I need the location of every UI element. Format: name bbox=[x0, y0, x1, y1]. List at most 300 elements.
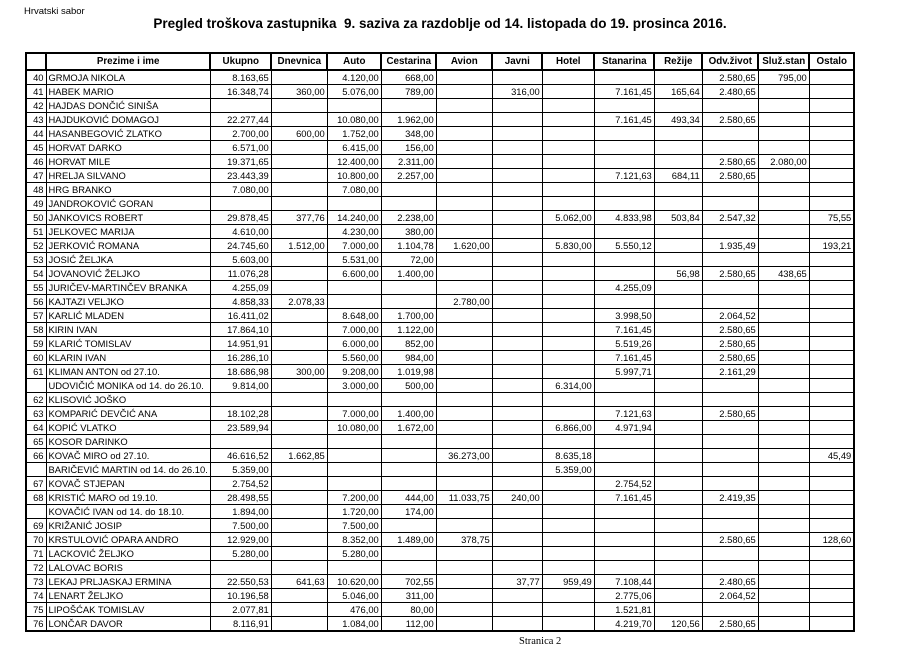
amount-cell bbox=[758, 589, 809, 603]
amount-cell: 5.560,00 bbox=[327, 351, 381, 365]
row-number: 62 bbox=[26, 393, 46, 407]
amount-cell bbox=[492, 505, 542, 519]
member-name: JANKOVICS ROBERT bbox=[46, 211, 210, 225]
amount-cell: 7.161,45 bbox=[594, 351, 654, 365]
column-header-1: Prezime i ime bbox=[46, 53, 210, 70]
amount-cell bbox=[809, 393, 854, 407]
amount-cell: 10.080,00 bbox=[327, 113, 381, 127]
row-number: 68 bbox=[26, 491, 46, 505]
row-number: 73 bbox=[26, 575, 46, 589]
amount-cell bbox=[594, 393, 654, 407]
amount-cell: 1.512,00 bbox=[271, 239, 327, 253]
row-number: 55 bbox=[26, 281, 46, 295]
amount-cell bbox=[702, 197, 758, 211]
amount-cell: 503,84 bbox=[654, 211, 702, 225]
amount-cell bbox=[809, 575, 854, 589]
amount-cell bbox=[758, 295, 809, 309]
amount-cell bbox=[327, 449, 381, 463]
amount-cell bbox=[542, 505, 594, 519]
amount-cell bbox=[271, 169, 327, 183]
table-row bbox=[26, 365, 854, 379]
amount-cell bbox=[758, 617, 809, 632]
amount-cell: 2.580,65 bbox=[702, 155, 758, 169]
table-row bbox=[26, 225, 854, 239]
row-number: 41 bbox=[26, 85, 46, 99]
amount-cell: 852,00 bbox=[381, 337, 436, 351]
amount-cell bbox=[492, 365, 542, 379]
amount-cell bbox=[210, 393, 271, 407]
amount-cell: 4.230,00 bbox=[327, 225, 381, 239]
amount-cell bbox=[758, 407, 809, 421]
amount-cell bbox=[758, 99, 809, 113]
amount-cell bbox=[492, 239, 542, 253]
amount-cell: 4.610,00 bbox=[210, 225, 271, 239]
amount-cell: 8.635,18 bbox=[542, 449, 594, 463]
amount-cell: 5.046,00 bbox=[327, 589, 381, 603]
row-number: 51 bbox=[26, 225, 46, 239]
amount-cell: 14.951,91 bbox=[210, 337, 271, 351]
amount-cell bbox=[758, 561, 809, 575]
table-row bbox=[26, 477, 854, 491]
amount-cell: 378,75 bbox=[436, 533, 492, 547]
amount-cell: 16.286,10 bbox=[210, 351, 271, 365]
amount-cell: 7.000,00 bbox=[327, 239, 381, 253]
amount-cell bbox=[271, 407, 327, 421]
amount-cell bbox=[758, 491, 809, 505]
amount-cell bbox=[492, 617, 542, 632]
table-row bbox=[26, 267, 854, 281]
amount-cell bbox=[654, 239, 702, 253]
amount-cell bbox=[492, 477, 542, 491]
amount-cell: 45,49 bbox=[809, 449, 854, 463]
amount-cell: 8.352,00 bbox=[327, 533, 381, 547]
amount-cell: 600,00 bbox=[271, 127, 327, 141]
amount-cell bbox=[271, 421, 327, 435]
amount-cell bbox=[542, 253, 594, 267]
amount-cell bbox=[542, 155, 594, 169]
amount-cell: 75,55 bbox=[809, 211, 854, 225]
amount-cell bbox=[492, 379, 542, 393]
table-row bbox=[26, 351, 854, 365]
amount-cell bbox=[492, 113, 542, 127]
amount-cell bbox=[492, 281, 542, 295]
amount-cell bbox=[809, 141, 854, 155]
amount-cell bbox=[702, 183, 758, 197]
table-row bbox=[26, 141, 854, 155]
amount-cell bbox=[492, 155, 542, 169]
amount-cell: 2.580,65 bbox=[702, 113, 758, 127]
amount-cell bbox=[271, 337, 327, 351]
amount-cell: 311,00 bbox=[381, 589, 436, 603]
table-row bbox=[26, 379, 854, 393]
amount-cell bbox=[654, 295, 702, 309]
amount-cell bbox=[594, 561, 654, 575]
amount-cell: 5.076,00 bbox=[327, 85, 381, 99]
amount-cell bbox=[702, 505, 758, 519]
amount-cell bbox=[542, 183, 594, 197]
amount-cell: 5.531,00 bbox=[327, 253, 381, 267]
amount-cell: 6.866,00 bbox=[542, 421, 594, 435]
amount-cell: 1.521,81 bbox=[594, 603, 654, 617]
table-row bbox=[26, 323, 854, 337]
amount-cell bbox=[436, 547, 492, 561]
amount-cell: 10.800,00 bbox=[327, 169, 381, 183]
row-number: 70 bbox=[26, 533, 46, 547]
row-number: 50 bbox=[26, 211, 46, 225]
amount-cell bbox=[271, 197, 327, 211]
table-row bbox=[26, 309, 854, 323]
amount-cell bbox=[271, 505, 327, 519]
amount-cell bbox=[271, 379, 327, 393]
amount-cell bbox=[758, 211, 809, 225]
row-number: 46 bbox=[26, 155, 46, 169]
amount-cell bbox=[542, 113, 594, 127]
amount-cell: 1.400,00 bbox=[381, 267, 436, 281]
amount-cell bbox=[492, 211, 542, 225]
row-number: 66 bbox=[26, 449, 46, 463]
member-name: HAJDAS DONČIĆ SINIŠA bbox=[46, 99, 210, 113]
amount-cell: 5.603,00 bbox=[210, 253, 271, 267]
amount-cell bbox=[542, 561, 594, 575]
column-header-empty bbox=[26, 53, 46, 70]
amount-cell bbox=[492, 127, 542, 141]
row-number: 56 bbox=[26, 295, 46, 309]
column-header-2: Ukupno bbox=[210, 53, 271, 70]
column-header-11: Odv.život bbox=[702, 53, 758, 70]
amount-cell: 5.997,71 bbox=[594, 365, 654, 379]
amount-cell: 348,00 bbox=[381, 127, 436, 141]
row-number: 49 bbox=[26, 197, 46, 211]
member-name: KOMPARIĆ DEVČIĆ ANA bbox=[46, 407, 210, 421]
amount-cell bbox=[436, 589, 492, 603]
amount-cell: 300,00 bbox=[271, 365, 327, 379]
amount-cell: 7.161,45 bbox=[594, 85, 654, 99]
amount-cell bbox=[542, 141, 594, 155]
row-number: 53 bbox=[26, 253, 46, 267]
amount-cell bbox=[492, 519, 542, 533]
amount-cell: 4.833,98 bbox=[594, 211, 654, 225]
amount-cell bbox=[436, 407, 492, 421]
column-header-8: Hotel bbox=[542, 53, 594, 70]
amount-cell bbox=[436, 183, 492, 197]
amount-cell bbox=[492, 295, 542, 309]
amount-cell bbox=[594, 533, 654, 547]
amount-cell bbox=[381, 197, 436, 211]
amount-cell bbox=[654, 393, 702, 407]
amount-cell: 5.550,12 bbox=[594, 239, 654, 253]
amount-cell bbox=[594, 295, 654, 309]
member-name: KLARIĆ TOMISLAV bbox=[46, 337, 210, 351]
amount-cell bbox=[809, 113, 854, 127]
amount-cell bbox=[809, 491, 854, 505]
amount-cell: 3.998,50 bbox=[594, 309, 654, 323]
amount-cell: 2.580,65 bbox=[702, 617, 758, 632]
amount-cell bbox=[758, 281, 809, 295]
amount-cell bbox=[271, 561, 327, 575]
member-name: HORVAT DARKO bbox=[46, 141, 210, 155]
table-row bbox=[26, 197, 854, 211]
table-row bbox=[26, 70, 854, 85]
amount-cell bbox=[436, 617, 492, 632]
member-name: JOSIĆ ŽELJKA bbox=[46, 253, 210, 267]
amount-cell: 19.371,65 bbox=[210, 155, 271, 169]
column-header-12: Služ.stan bbox=[758, 53, 809, 70]
member-name: KOPIĆ VLATKO bbox=[46, 421, 210, 435]
amount-cell bbox=[542, 365, 594, 379]
amount-cell bbox=[594, 127, 654, 141]
amount-cell: 120,56 bbox=[654, 617, 702, 632]
amount-cell: 16.348,74 bbox=[210, 85, 271, 99]
amount-cell bbox=[809, 365, 854, 379]
amount-cell: 7.000,00 bbox=[327, 407, 381, 421]
member-name: LALOVAC BORIS bbox=[46, 561, 210, 575]
amount-cell: 72,00 bbox=[381, 253, 436, 267]
amount-cell bbox=[809, 267, 854, 281]
table-row bbox=[26, 617, 854, 632]
amount-cell bbox=[436, 113, 492, 127]
amount-cell: 2.780,00 bbox=[436, 295, 492, 309]
amount-cell bbox=[436, 141, 492, 155]
amount-cell bbox=[702, 281, 758, 295]
amount-cell bbox=[542, 309, 594, 323]
column-header-10: Režije bbox=[654, 53, 702, 70]
amount-cell bbox=[542, 127, 594, 141]
amount-cell bbox=[492, 393, 542, 407]
amount-cell bbox=[271, 589, 327, 603]
amount-cell bbox=[809, 70, 854, 85]
amount-cell bbox=[654, 323, 702, 337]
amount-cell: 7.108,44 bbox=[594, 575, 654, 589]
amount-cell: 2.775,06 bbox=[594, 589, 654, 603]
column-header-7: Javni bbox=[492, 53, 542, 70]
amount-cell bbox=[381, 519, 436, 533]
amount-cell: 6.600,00 bbox=[327, 267, 381, 281]
row-number: 45 bbox=[26, 141, 46, 155]
amount-cell bbox=[327, 281, 381, 295]
amount-cell: 5.280,00 bbox=[210, 547, 271, 561]
column-header-6: Avion bbox=[436, 53, 492, 70]
amount-cell bbox=[594, 505, 654, 519]
amount-cell: 1.935,49 bbox=[702, 239, 758, 253]
amount-cell bbox=[436, 70, 492, 85]
amount-cell bbox=[271, 253, 327, 267]
amount-cell: 9.208,00 bbox=[327, 365, 381, 379]
amount-cell: 12.400,00 bbox=[327, 155, 381, 169]
amount-cell: 2.311,00 bbox=[381, 155, 436, 169]
amount-cell bbox=[542, 547, 594, 561]
amount-cell: 3.000,00 bbox=[327, 379, 381, 393]
amount-cell bbox=[758, 533, 809, 547]
amount-cell bbox=[436, 337, 492, 351]
row-number: 43 bbox=[26, 113, 46, 127]
amount-cell bbox=[654, 575, 702, 589]
amount-cell: 1.962,00 bbox=[381, 113, 436, 127]
member-name: LIPOŠĆAK TOMISLAV bbox=[46, 603, 210, 617]
amount-cell bbox=[436, 435, 492, 449]
member-name: HRG BRANKO bbox=[46, 183, 210, 197]
amount-cell bbox=[702, 547, 758, 561]
amount-cell bbox=[542, 99, 594, 113]
row-number: 42 bbox=[26, 99, 46, 113]
amount-cell bbox=[271, 435, 327, 449]
amount-cell bbox=[327, 99, 381, 113]
row-number: 61 bbox=[26, 365, 46, 379]
row-number: 52 bbox=[26, 239, 46, 253]
amount-cell bbox=[210, 197, 271, 211]
amount-cell bbox=[654, 127, 702, 141]
amount-cell bbox=[436, 393, 492, 407]
amount-cell bbox=[809, 337, 854, 351]
amount-cell bbox=[271, 533, 327, 547]
table-row bbox=[26, 589, 854, 603]
amount-cell bbox=[542, 267, 594, 281]
amount-cell: 2.700,00 bbox=[210, 127, 271, 141]
page-number: Stranica 2 bbox=[519, 636, 562, 647]
amount-cell bbox=[702, 421, 758, 435]
amount-cell: 1.720,00 bbox=[327, 505, 381, 519]
amount-cell bbox=[594, 379, 654, 393]
amount-cell bbox=[809, 309, 854, 323]
amount-cell: 476,00 bbox=[327, 603, 381, 617]
amount-cell bbox=[702, 99, 758, 113]
member-name: KOSOR DARINKO bbox=[46, 435, 210, 449]
amount-cell bbox=[436, 267, 492, 281]
amount-cell bbox=[542, 281, 594, 295]
amount-cell bbox=[271, 617, 327, 632]
table-row bbox=[26, 519, 854, 533]
member-name: KARLIĆ MLADEN bbox=[46, 309, 210, 323]
amount-cell bbox=[271, 70, 327, 85]
table-row bbox=[26, 407, 854, 421]
amount-cell: 18.102,28 bbox=[210, 407, 271, 421]
amount-cell: 7.161,45 bbox=[594, 491, 654, 505]
amount-cell bbox=[542, 351, 594, 365]
row-number bbox=[26, 463, 46, 477]
amount-cell bbox=[654, 561, 702, 575]
amount-cell bbox=[542, 85, 594, 99]
amount-cell: 24.745,60 bbox=[210, 239, 271, 253]
amount-cell bbox=[492, 449, 542, 463]
amount-cell bbox=[594, 547, 654, 561]
amount-cell bbox=[702, 519, 758, 533]
amount-cell bbox=[654, 547, 702, 561]
amount-cell: 22.550,53 bbox=[210, 575, 271, 589]
amount-cell bbox=[654, 533, 702, 547]
amount-cell bbox=[436, 127, 492, 141]
amount-cell bbox=[758, 337, 809, 351]
amount-cell bbox=[436, 421, 492, 435]
amount-cell bbox=[542, 337, 594, 351]
amount-cell: 795,00 bbox=[758, 70, 809, 85]
amount-cell: 7.500,00 bbox=[327, 519, 381, 533]
amount-cell bbox=[436, 225, 492, 239]
amount-cell bbox=[542, 70, 594, 85]
amount-cell bbox=[492, 323, 542, 337]
amount-cell: 5.280,00 bbox=[327, 547, 381, 561]
amount-cell: 641,63 bbox=[271, 575, 327, 589]
row-number: 58 bbox=[26, 323, 46, 337]
member-name: GRMOJA NIKOLA bbox=[46, 70, 210, 85]
amount-cell: 1.084,00 bbox=[327, 617, 381, 632]
amount-cell: 6.314,00 bbox=[542, 379, 594, 393]
amount-cell bbox=[654, 589, 702, 603]
amount-cell: 8.116,91 bbox=[210, 617, 271, 632]
amount-cell bbox=[542, 589, 594, 603]
amount-cell: 360,00 bbox=[271, 85, 327, 99]
amount-cell bbox=[271, 393, 327, 407]
amount-cell: 37,77 bbox=[492, 575, 542, 589]
member-name: HASANBEGOVIĆ ZLATKO bbox=[46, 127, 210, 141]
amount-cell bbox=[702, 141, 758, 155]
amount-cell bbox=[809, 435, 854, 449]
amount-cell: 174,00 bbox=[381, 505, 436, 519]
amount-cell bbox=[654, 337, 702, 351]
amount-cell bbox=[809, 281, 854, 295]
amount-cell bbox=[492, 169, 542, 183]
amount-cell bbox=[271, 519, 327, 533]
amount-cell bbox=[758, 449, 809, 463]
amount-cell bbox=[702, 561, 758, 575]
amount-cell: 702,55 bbox=[381, 575, 436, 589]
amount-cell bbox=[654, 421, 702, 435]
table-row bbox=[26, 253, 854, 267]
row-number: 65 bbox=[26, 435, 46, 449]
amount-cell bbox=[436, 197, 492, 211]
amount-cell bbox=[758, 463, 809, 477]
table-row bbox=[26, 421, 854, 435]
amount-cell bbox=[327, 561, 381, 575]
row-number: 69 bbox=[26, 519, 46, 533]
table-row bbox=[26, 155, 854, 169]
amount-cell bbox=[436, 309, 492, 323]
row-number: 59 bbox=[26, 337, 46, 351]
amount-cell bbox=[758, 197, 809, 211]
amount-cell: 5.359,00 bbox=[210, 463, 271, 477]
amount-cell bbox=[702, 477, 758, 491]
row-number: 64 bbox=[26, 421, 46, 435]
table-body bbox=[26, 70, 854, 631]
amount-cell bbox=[492, 99, 542, 113]
row-number: 67 bbox=[26, 477, 46, 491]
header-row bbox=[26, 53, 854, 70]
amount-cell bbox=[492, 70, 542, 85]
amount-cell bbox=[492, 253, 542, 267]
amount-cell: 2.419,35 bbox=[702, 491, 758, 505]
amount-cell bbox=[492, 407, 542, 421]
row-number: 47 bbox=[26, 169, 46, 183]
amount-cell: 240,00 bbox=[492, 491, 542, 505]
amount-cell bbox=[809, 463, 854, 477]
amount-cell bbox=[492, 589, 542, 603]
amount-cell: 7.200,00 bbox=[327, 491, 381, 505]
amount-cell bbox=[492, 435, 542, 449]
amount-cell bbox=[594, 70, 654, 85]
amount-cell bbox=[436, 561, 492, 575]
amount-cell: 438,65 bbox=[758, 267, 809, 281]
member-name: LACKOVIĆ ŽELJKO bbox=[46, 547, 210, 561]
amount-cell: 684,11 bbox=[654, 169, 702, 183]
member-name: KOVAČ STJEPAN bbox=[46, 477, 210, 491]
amount-cell bbox=[758, 393, 809, 407]
amount-cell: 8.648,00 bbox=[327, 309, 381, 323]
table-row bbox=[26, 127, 854, 141]
amount-cell bbox=[271, 463, 327, 477]
amount-cell: 2.480,65 bbox=[702, 575, 758, 589]
amount-cell bbox=[327, 295, 381, 309]
amount-cell bbox=[542, 533, 594, 547]
table-row bbox=[26, 533, 854, 547]
amount-cell bbox=[271, 477, 327, 491]
